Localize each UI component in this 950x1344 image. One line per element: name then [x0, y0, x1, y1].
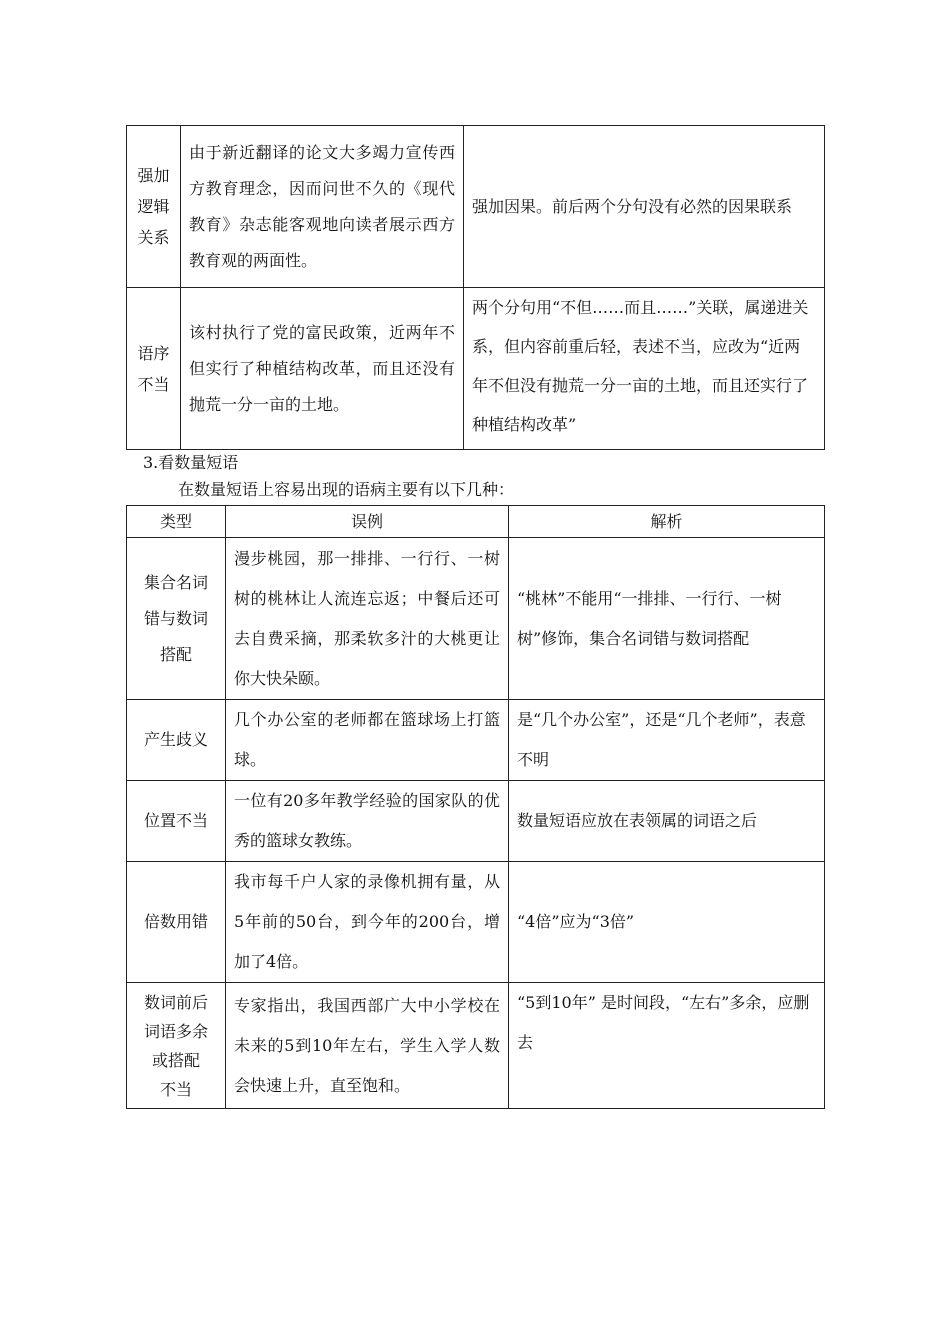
column-header: 类型 [127, 506, 226, 538]
table-row [127, 983, 825, 1109]
type-line: 集合名词 [143, 572, 208, 592]
table-row [127, 781, 825, 862]
example-cell: 专家指出，我国西部广大中小学校在未来的5到10年左右，学生入学人数会快速上升，直至饱和。 [226, 983, 509, 1109]
table-row [127, 288, 825, 450]
table-header-row [127, 506, 825, 538]
analysis-cell: “5到10年” 是时间段，“左右”多余，应删去 [509, 983, 825, 1109]
type-cell [127, 126, 181, 288]
type-line: 不当 [137, 374, 170, 394]
table-row [127, 538, 825, 700]
column-header: 解析 [509, 506, 825, 538]
table-quantity-phrase-errors [126, 505, 825, 1109]
column-header: 误例 [226, 506, 509, 538]
analysis-cell: 数量短语应放在表领属的词语之后 [509, 781, 825, 862]
analysis-cell: 两个分句用“不但……而且……”关联，属递进关系，但内容前重后轻，表述不当，应改为“近两年不但没有抛荒一分一亩的土地，而且还实行了种植结构改革” [464, 288, 825, 450]
type-cell [127, 700, 226, 781]
type-cell [127, 288, 181, 450]
analysis-cell: 强加因果。前后两个分句没有必然的因果联系 [464, 126, 825, 288]
type-cell [127, 862, 226, 983]
table-error-types-logic [126, 125, 825, 450]
example-cell: 我市每千户人家的录像机拥有量，从5年前的50台，到今年的200台，增加了4倍。 [226, 862, 509, 983]
type-line: 或搭配 [151, 1050, 200, 1070]
type-line: 语序 [137, 343, 170, 363]
section-intro: 在数量短语上容易出现的语病主要有以下几种： [178, 480, 515, 499]
analysis-cell: “4倍”应为“3倍” [509, 862, 825, 983]
analysis-cell: “桃林”不能用“一排排、一行行、一树树”修饰，集合名词错与数词搭配 [509, 538, 825, 700]
type-line: 逻辑 [137, 197, 170, 216]
type-line: 不当 [159, 1079, 192, 1099]
type-line: 产生歧义 [143, 730, 208, 749]
type-line: 词语多余 [143, 1021, 208, 1041]
type-line: 数词前后 [143, 992, 208, 1012]
example-cell: 漫步桃园，那一排排、一行行、一树树的桃林让人流连忘返；中餐后还可去自费采摘，那柔软多汁的大桃更让你大快朵颐。 [226, 538, 509, 700]
type-cell [127, 538, 226, 700]
type-line: 强加 [137, 166, 170, 185]
example-cell: 由于新近翻译的论文大多竭力宣传西方教育理念，因而问世不久的《现代教育》杂志能客观地向读者展示西方教育观的两面性。 [181, 126, 464, 288]
table-row [127, 126, 825, 288]
section-heading: 3.看数量短语 [143, 453, 239, 472]
type-cell [127, 781, 226, 862]
table-row [127, 700, 825, 781]
example-cell: 几个办公室的老师都在篮球场上打篮球。 [226, 700, 509, 781]
type-line: 错与数词 [143, 608, 208, 628]
type-cell [127, 983, 226, 1109]
type-line: 位置不当 [143, 811, 208, 830]
table-row [127, 862, 825, 983]
type-line: 倍数用错 [143, 912, 208, 931]
analysis-cell: 是“几个办公室”，还是“几个老师”，表意不明 [509, 700, 825, 781]
example-cell: 该村执行了党的富民政策，近两年不但实行了种植结构改革，而且还没有抛荒一分一亩的土地。 [181, 288, 464, 450]
example-cell: 一位有20多年教学经验的国家队的优秀的篮球女教练。 [226, 781, 509, 862]
type-line: 关系 [137, 228, 170, 247]
type-line: 搭配 [159, 644, 192, 664]
